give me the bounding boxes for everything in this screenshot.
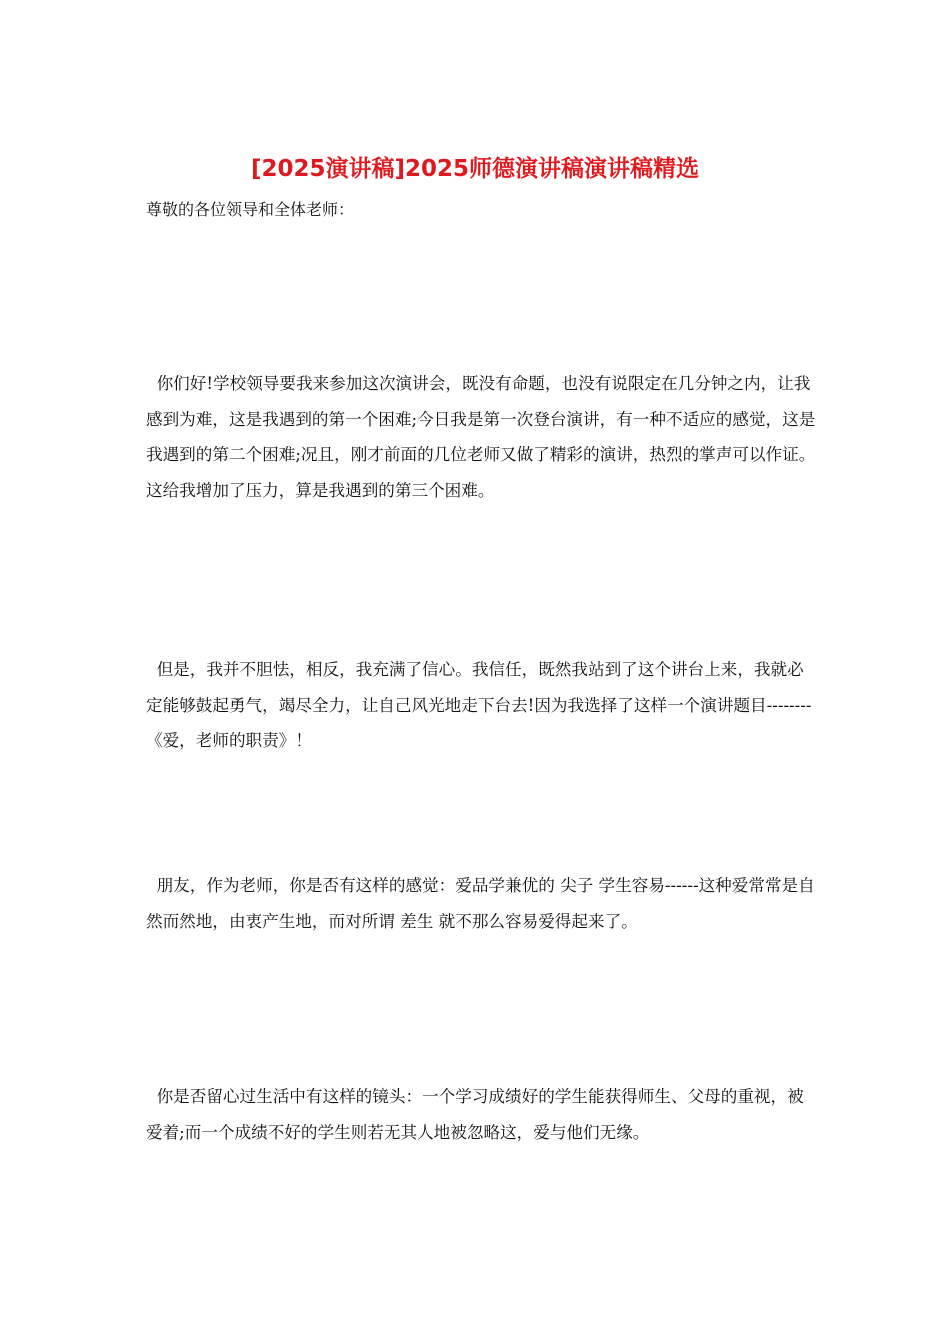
body-paragraph-1: 你们好!学校领导要我来参加这次演讲会，既没有命题，也没有说限定在几分钟之内，让我感到为难，这是我遇到的第一个困难;今日我是第一次登台演讲，有一种不适应的感觉，这是我遇到的第二个困难;况且，刚才前面的几位老师又做了精彩的演讲，热烈的掌声可以作证。这给我增加了压力，算是我遇到的第三个困难。 (146, 374, 816, 500)
body-paragraph-2: 但是，我并不胆怯，相反，我充满了信心。我信任，既然我站到了这个讲台上来，我就必定能够鼓起勇气，竭尽全力，让自己风光地走下台去!因为我选择了这样一个演讲题目--------《爱，老师的职责》！ (146, 660, 812, 750)
document-title: [2025演讲稿]2025师德演讲稿演讲稿精选 (250, 156, 700, 182)
body-paragraph-3: 朋友，作为老师，你是否有这样的感觉：爱品学兼优的 尖子 学生容易------这种爱常常是自然而然地，由衷产生地，而对所谓 差生 就不那么容易爱得起来了。 (146, 876, 815, 931)
body-paragraph-4: 你是否留心过生活中有这样的镜头：一个学习成绩好的学生能获得师生、父母的重视，被爱着;而一个成绩不好的学生则若无其人地被忽略这，爱与他们无缘。 (146, 1087, 804, 1142)
greeting-line: 尊敬的各位领导和全体老师： (146, 200, 355, 219)
